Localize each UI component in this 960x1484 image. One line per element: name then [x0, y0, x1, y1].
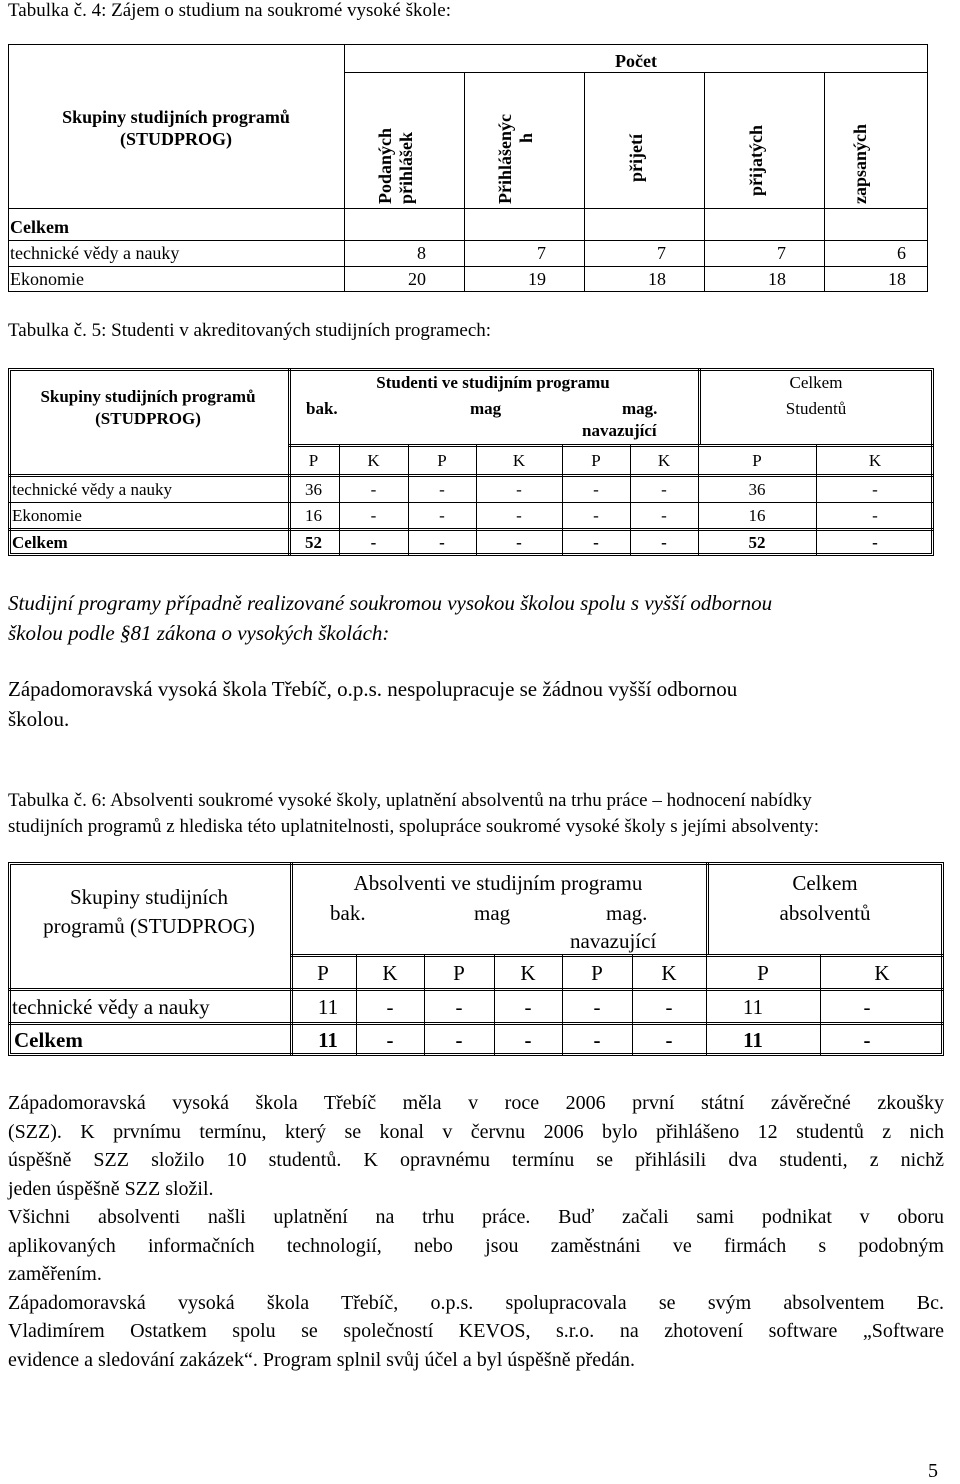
table4-group-header: Skupiny studijních programů (STUDPROG)	[62, 107, 290, 149]
closing-line: Vladimírem Ostatkem spolu se společností KEVOS, s.r.o. na zhotovení software „Software	[8, 1320, 944, 1342]
table4-row-label: Celkem	[10, 217, 69, 237]
table4-row-label: technické vědy a nauky	[10, 243, 180, 263]
table5-sub-mag2-line2: navazující	[582, 421, 657, 440]
table4	[8, 44, 928, 294]
table6-pk: K	[661, 961, 677, 985]
table5-cell: -	[516, 506, 522, 525]
table5-cell: 36	[305, 480, 322, 499]
table5-sub-bak: bak.	[306, 399, 338, 418]
table4-caption: Tabulka č. 4: Zájem o studium na soukromé vysoké škole:	[8, 0, 451, 21]
table5-cell: 16	[748, 506, 766, 525]
table4-cell: 18	[888, 269, 906, 289]
table6-pk: K	[874, 961, 890, 985]
table6-cell: -	[524, 1028, 532, 1052]
table5-pk: P	[752, 451, 762, 470]
table5-cell: -	[516, 480, 522, 499]
vos-section-text: Západomoravská vysoká škola Třebíč, o.p.s. nespolupracuje se žádnou vyšší odbornou školou.	[8, 677, 738, 731]
table4-col-header-3: přijatých	[745, 125, 766, 196]
table5-cell: -	[593, 506, 599, 525]
table5-cell: 16	[305, 506, 322, 525]
closing-line: jeden úspěšně SZZ složil.	[8, 1177, 214, 1200]
table5-cell: -	[439, 506, 445, 525]
table4-col-header-2: přijetí	[625, 134, 646, 182]
table6-grads-header: Absolventi ve studijním programu	[353, 871, 643, 895]
table5-students-header: Studenti ve studijním programu	[376, 373, 610, 392]
table5-cell: -	[439, 533, 445, 552]
table6-cell: 11	[742, 995, 764, 1019]
table5-cell: 52	[305, 533, 322, 552]
table5-cell: -	[872, 533, 878, 552]
table5-cell: -	[872, 480, 878, 499]
closing-line: evidence a sledování zakázek“. Program splnil svůj účel a byl úspěšně předán.	[8, 1348, 636, 1371]
table4-cell: 8	[417, 243, 426, 263]
table6-cell: -	[863, 1028, 871, 1052]
table4-cell: 7	[537, 243, 546, 263]
table6-total-header: Celkem absolventů	[779, 871, 871, 925]
table5-cell: 52	[748, 533, 766, 552]
table6-sub-mag2: mag.	[606, 901, 648, 925]
table5-cell: -	[439, 480, 445, 499]
table4-cell: 18	[648, 269, 666, 289]
table6-pk: K	[520, 961, 536, 985]
closing-line: úspěšně SZZ složilo 10 studentů. K opravnému termínu se přihlásili dva studenti, z nichž	[8, 1149, 944, 1171]
table4-col-header-0: Podaných přihlášek	[375, 127, 416, 204]
table6-cell: 11	[318, 1028, 338, 1052]
table5-total-header: Celkem Studentů	[785, 373, 847, 418]
table4-cell: 6	[897, 243, 906, 263]
closing-line: zaměřením.	[8, 1263, 102, 1285]
table5-row-label: Celkem	[12, 533, 68, 552]
table6-pk: P	[453, 961, 465, 985]
table5-row-label: Ekonomie	[12, 506, 82, 525]
table6-cell: -	[455, 995, 463, 1019]
table5-pk: K	[367, 451, 380, 470]
table6-cell: -	[593, 995, 601, 1019]
table6-cell: -	[386, 1028, 394, 1052]
table4-count-header: Počet	[615, 51, 657, 71]
table5-pk: K	[512, 451, 526, 470]
page-number: 5	[928, 1460, 938, 1482]
table6-cell: -	[665, 995, 673, 1019]
table5	[8, 368, 938, 558]
table5-cell: -	[661, 506, 667, 525]
table5-cell: -	[370, 533, 377, 552]
table5-sub-mag: mag	[470, 399, 502, 418]
table6-row-label: Celkem	[14, 1028, 83, 1052]
table5-cell: -	[661, 480, 667, 499]
table6-cell: 11	[317, 995, 339, 1019]
table5-pk: P	[437, 451, 447, 470]
table5-cell: -	[872, 506, 878, 525]
table6-sub-bak: bak.	[330, 901, 366, 925]
table6-pk: P	[317, 961, 329, 985]
table6-row-label: technické vědy a nauky	[12, 995, 210, 1019]
table4-cell: 18	[768, 269, 786, 289]
table6-pk: P	[757, 961, 769, 985]
table4-col-header-1: Přihlášenýc h	[495, 114, 536, 204]
table5-pk: P	[308, 451, 319, 470]
closing-line: aplikovaných informačních technologií, nebo jsou zaměstnáni ve firmách s podobným	[8, 1234, 944, 1257]
table5-pk: K	[657, 451, 671, 470]
vos-section-heading: Studijní programy případně realizované soukromou vysokou školou spolu s vyšší odbornou školou podle §81 zákona o vysokých školách:	[8, 591, 773, 645]
table6-caption: Tabulka č. 6: Absolventi soukromé vysoké školy, uplatnění absolventů na trhu práce – hodnocení nabídky studijních programů z hlediska této uplatnitelnosti, spolupráce soukromé vysoké školy s jejími absolventy:	[8, 790, 820, 837]
table6-cell: -	[665, 1028, 673, 1052]
table5-cell: -	[370, 480, 377, 499]
closing-text	[8, 1089, 944, 1374]
table5-cell: -	[370, 506, 377, 525]
table6-pk: P	[591, 961, 603, 985]
table6-cell: -	[455, 1028, 463, 1052]
table5-sub-mag2: mag.	[622, 399, 658, 418]
table5-pk: K	[868, 451, 882, 470]
table6-sub-mag: mag	[474, 901, 511, 925]
table5-row-label: technické vědy a nauky	[12, 480, 173, 499]
table5-cell: 36	[748, 480, 766, 499]
closing-line: (SZZ). K prvnímu termínu, který se konal v červnu 2006 bylo přihlášeno 12 studentů z nich	[8, 1120, 944, 1143]
table4-col-header-4: zapsaných	[849, 123, 870, 204]
table6-cell: -	[593, 1028, 601, 1052]
table4-row-label: Ekonomie	[10, 269, 84, 289]
table6-sub-mag2-line2: navazující	[570, 929, 657, 953]
table5-group-header: Skupiny studijních programů (STUDPROG)	[40, 387, 256, 428]
table4-cell: 7	[657, 243, 666, 263]
table6-cell: -	[524, 995, 532, 1019]
closing-line: Všichni absolventi našli uplatnění na trhu práce. Buď začali sami podnikat v oboru	[8, 1206, 944, 1228]
table5-cell: -	[593, 480, 599, 499]
table6-cell: 11	[743, 1028, 763, 1052]
table4-cell: 19	[528, 269, 546, 289]
table6-cell: -	[863, 995, 871, 1019]
closing-line: Západomoravská vysoká škola Třebíč, o.p.s. spolupracovala se svým absolventem Bc.	[8, 1291, 944, 1314]
closing-line: Západomoravská vysoká škola Třebíč měla v roce 2006 první státní závěrečné zkoušky	[8, 1092, 944, 1114]
table6-cell: -	[386, 995, 394, 1019]
table6-group-header: Skupiny studijních programů (STUDPROG)	[43, 885, 255, 938]
table6	[8, 862, 948, 1058]
table5-pk: P	[591, 451, 601, 470]
table4-cell: 7	[777, 243, 786, 263]
table6-pk: K	[382, 961, 398, 985]
table5-cell: -	[593, 533, 599, 552]
table5-caption: Tabulka č. 5: Studenti v akreditovaných studijních programech:	[8, 320, 492, 341]
table5-cell: -	[661, 533, 667, 552]
table4-cell: 20	[408, 269, 426, 289]
table5-cell: -	[516, 533, 522, 552]
